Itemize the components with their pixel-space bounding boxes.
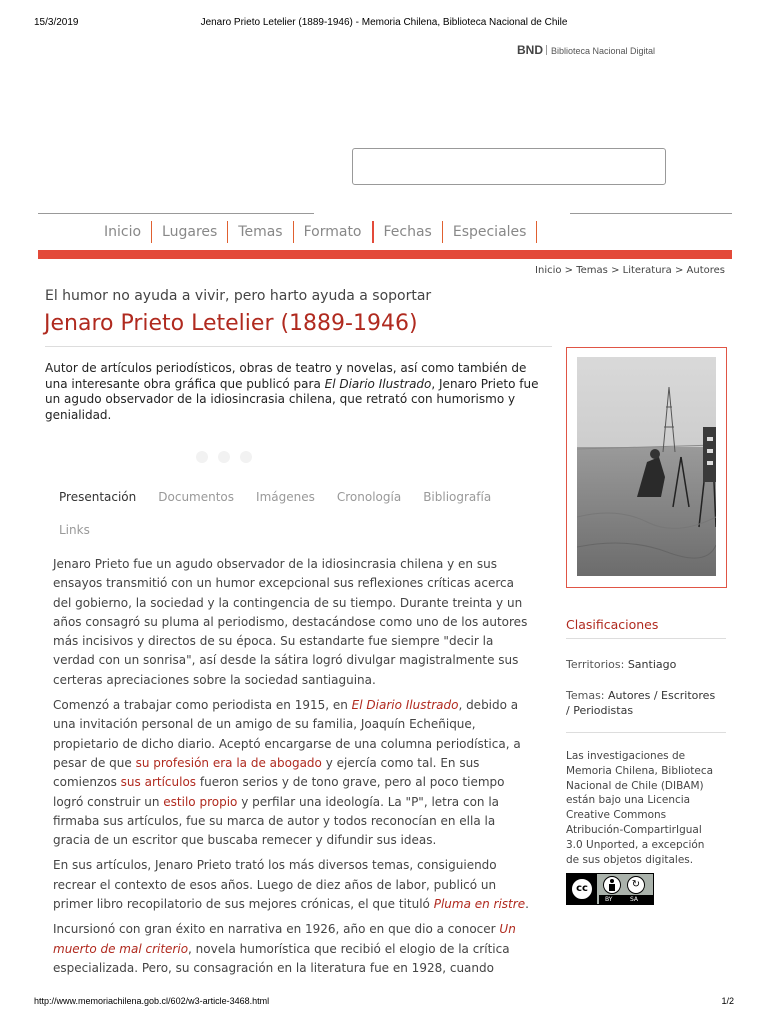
nav-red-bar	[38, 250, 732, 259]
paragraph-4	[53, 920, 553, 978]
classifications-title: Clasificaciones	[566, 617, 659, 632]
pager-dot[interactable]	[240, 451, 252, 463]
bnd-logo-short: BND	[517, 43, 543, 57]
license-line: Creative Commons	[566, 809, 667, 822]
tab-bibliografia[interactable]: Bibliografía	[423, 490, 492, 504]
territorio-santiago-link[interactable]: Santiago	[627, 658, 677, 671]
license-line: Atribución-CompartirIgual	[566, 823, 702, 836]
nav-inicio[interactable]: Inicio	[94, 221, 152, 243]
text-line: Jenaro Prieto fue un agudo observador de la idiosincrasia chilena y en sus	[53, 557, 497, 571]
search-input[interactable]	[352, 148, 666, 185]
temas-line	[566, 688, 731, 703]
license-line: Nacional de Chile (DIBAM)	[566, 779, 704, 792]
text-line	[53, 773, 553, 792]
content-tabs	[59, 486, 539, 505]
text-span: Comenzó a trabajar como periodista en 1915, en	[53, 698, 352, 713]
license-text	[566, 749, 731, 867]
tab-documentos[interactable]: Documentos	[158, 490, 235, 504]
license-line: 3.0 Unported, a excepción	[566, 838, 705, 851]
temas-label: Temas:	[566, 689, 609, 702]
text-span: , debido a	[458, 698, 519, 713]
link-muerto-mal-criterio[interactable]: muerto de mal criterio	[53, 941, 189, 956]
tab-cronologia[interactable]: Cronología	[336, 490, 402, 504]
text-line: certeras apreciaciones sobre la sociedad santiaguina.	[53, 672, 376, 687]
paragraph-3	[53, 856, 553, 914]
text-span: fueron serios y de tono grave, pero al poco tiempo	[196, 775, 505, 790]
text-line	[53, 754, 553, 773]
text-line: En sus artículos, Jenaro Prieto trató los más diversos temas, consiguiendo	[53, 858, 497, 873]
cc-by-sa-badge[interactable]	[566, 873, 654, 905]
pager-dot[interactable]	[196, 451, 208, 463]
nav-formato[interactable]: Formato	[294, 221, 374, 243]
temas-separator: /	[650, 689, 662, 702]
text-span: comienzos	[53, 775, 121, 790]
text-span: y ejercía como tal. En sus	[321, 755, 480, 770]
author-photo	[577, 357, 716, 576]
text-span: , novela humorística que recibió el elogio de la crítica	[188, 941, 510, 956]
tab-imagenes[interactable]: Imágenes	[256, 490, 315, 504]
bnd-divider	[546, 45, 547, 55]
tab-links[interactable]: Links	[59, 523, 90, 537]
tema-autores-link[interactable]: Autores	[608, 689, 651, 702]
text-line	[53, 793, 553, 812]
main-nav	[94, 220, 537, 242]
link-un-muerto[interactable]: Un	[499, 922, 516, 937]
temas-line	[566, 703, 731, 718]
text-span: .	[525, 897, 529, 912]
text-line	[53, 696, 553, 715]
cc-sa-label: SA	[630, 896, 639, 903]
text-span: pesar de que	[53, 755, 136, 770]
intro-line: un agudo observador de la idiosincrasia chilena, que retrató con humorismo y	[45, 392, 516, 406]
temas-separator: /	[566, 704, 574, 717]
text-line: verdad con un sonrisa", así desde la sátira logró divulgar magistralmente sus	[53, 653, 519, 668]
text-line: especializada. Pero, su consagración en la literatura fue en 1928, cuando	[53, 960, 494, 975]
bnd-logo[interactable]	[517, 43, 655, 57]
print-footer-url: http://www.memoriachilena.gob.cl/602/w3-article-3468.html	[34, 996, 270, 1006]
article-body	[53, 555, 553, 978]
temas-row	[566, 688, 731, 718]
pager-dot[interactable]	[218, 451, 230, 463]
text-span: primer libro recopilatorio de sus mejores crónicas, el que tituló	[53, 897, 434, 912]
license-divider	[566, 732, 726, 733]
license-line: de sus objetos digitales.	[566, 853, 694, 866]
breadcrumb[interactable]: Inicio > Temas > Literatura > Autores	[535, 265, 725, 276]
intro-em: El Diario Ilustrado	[324, 376, 432, 391]
nav-top-rule-right	[570, 213, 732, 214]
intro-line: Autor de artículos periodísticos, obras de teatro y novelas, así como también de	[45, 361, 527, 375]
tab-presentacion[interactable]: Presentación	[59, 490, 137, 504]
cc-icon: cc	[570, 877, 594, 901]
print-page-title: Jenaro Prieto Letelier (1889-1946) - Memoria Chilena, Biblioteca Nacional de Chile	[200, 17, 568, 28]
intro-line	[45, 377, 555, 393]
paragraph-1	[53, 555, 553, 690]
bnd-logo-long: Biblioteca Nacional Digital	[551, 46, 656, 56]
link-sus-articulos[interactable]: sus artículos	[120, 775, 197, 790]
tema-escritores-link[interactable]: Escritores	[661, 689, 716, 702]
nav-top-rule-left	[38, 213, 314, 214]
intro-text-span: una interesante obra gráfica que publicó para	[45, 376, 325, 391]
license-line: Las investigaciones de	[566, 750, 686, 762]
pager-dots	[196, 448, 252, 467]
text-line: recrear el contexto de esos años. Luego de diez años de labor, publicó un	[53, 877, 497, 892]
title-divider	[45, 346, 552, 347]
by-icon	[603, 876, 621, 894]
text-line: años consagró su pluma al periodismo, destacándose como uno de los autores	[53, 614, 528, 629]
author-photo-frame[interactable]	[566, 347, 727, 588]
nav-especiales[interactable]: Especiales	[443, 221, 538, 243]
link-pluma-en-ristre[interactable]: Pluma en ristre	[433, 897, 526, 912]
license-line: Memoria Chilena, Biblioteca	[566, 764, 714, 777]
text-line: propietario de dicho diario. Aceptó encargarse de una columna periodística, a	[53, 736, 521, 751]
text-line	[53, 940, 553, 959]
territorios-label: Territorios:	[566, 658, 628, 671]
text-line	[53, 920, 553, 939]
tema-periodistas-link[interactable]: Periodistas	[573, 704, 634, 717]
text-line: ensayos transmitió con un humor excepcional sus reflexiones críticas acerca	[53, 576, 515, 591]
text-line: del gobierno, la sociedad y la contingencia de su tiempo. Durante treinta y un	[53, 595, 523, 610]
paragraph-2	[53, 696, 553, 850]
text-span: logró construir un	[53, 794, 164, 809]
sa-icon: ↻	[627, 876, 645, 894]
link-estilo-propio[interactable]: estilo propio	[163, 794, 238, 809]
text-line: una invitación personal de un amigo de su familia, Joaquín Echeñique,	[53, 717, 476, 732]
classifications-divider	[566, 638, 726, 639]
page-title: Jenaro Prieto Letelier (1889-1946)	[44, 311, 418, 336]
territorios-row	[566, 657, 676, 672]
link-profesion-abogado[interactable]: su profesión era la de abogado	[135, 755, 322, 770]
cc-by-label: BY	[605, 896, 613, 903]
print-footer-page: 1/2	[721, 996, 734, 1006]
text-line: gracia de un escritor que buscaba remecer y difundir sus ideas.	[53, 833, 437, 848]
text-line: firmaba sus artículos, fue su marca de autor y todos reconocían en ella la	[53, 813, 496, 828]
text-span: Incursionó con gran éxito en narrativa en 1926, año en que dio a conocer	[53, 922, 500, 937]
link-diario-ilustrado[interactable]: El Diario Ilustrado	[351, 698, 459, 713]
text-line: más incisivos y directos de su época. Su estandarte fue siempre "decir la	[53, 634, 494, 649]
intro-line: genialidad.	[45, 407, 112, 422]
intro-text-span: , Jenaro Prieto fue	[431, 376, 539, 391]
intro-text	[45, 361, 555, 423]
print-date: 15/3/2019	[34, 17, 79, 28]
text-span: y perfilar una ideología. La "P", letra con la	[237, 794, 500, 809]
nav-lugares[interactable]: Lugares	[152, 221, 228, 243]
license-line: están bajo una Licencia	[566, 794, 691, 807]
content-tabs-row2	[59, 519, 112, 538]
nav-fechas[interactable]: Fechas	[374, 221, 443, 243]
page-tagline: El humor no ayuda a vivir, pero harto ayuda a soportar	[45, 288, 432, 304]
nav-temas[interactable]: Temas	[228, 221, 293, 243]
text-line	[53, 895, 553, 914]
